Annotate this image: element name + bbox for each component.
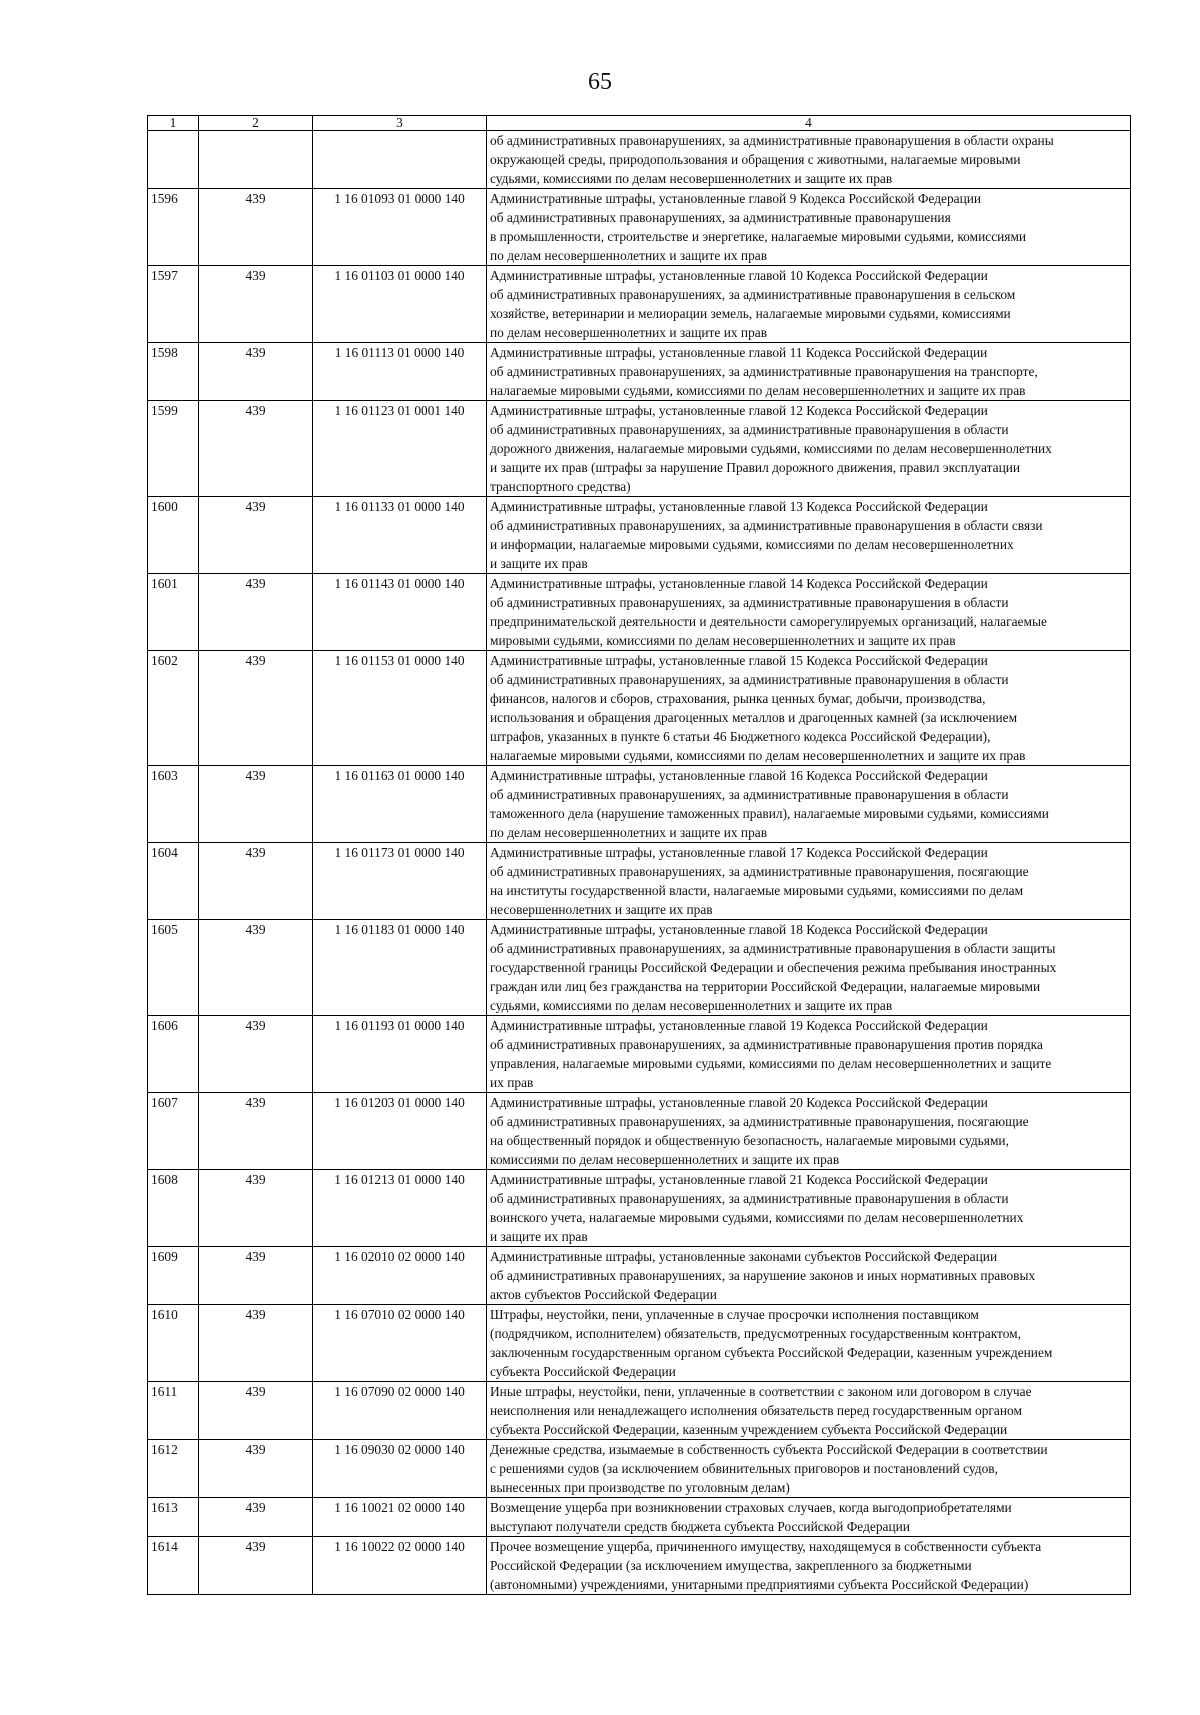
- budget-code-cell: 1 16 10022 02 0000 140: [313, 1537, 487, 1595]
- table-row: [148, 1382, 1131, 1440]
- description-cell: Возмещение ущерба при возникновении страховых случаев, когда выгодоприобретателями выступают получатели средств бюджета субъекта Российской Федерации: [487, 1498, 1131, 1537]
- table-row: [148, 1498, 1131, 1537]
- budget-code-cell: 1 16 01203 01 0000 140: [313, 1093, 487, 1170]
- budget-code-cell: 1 16 01123 01 0001 140: [313, 401, 487, 497]
- admin-code-cell: 439: [199, 189, 313, 266]
- table-row: [148, 401, 1131, 497]
- budget-code-cell: [313, 131, 487, 189]
- table-row: [148, 766, 1131, 843]
- row-number-cell: 1614: [148, 1537, 199, 1595]
- header-cell-4: 4: [487, 116, 1131, 131]
- budget-code-cell: 1 16 01093 01 0000 140: [313, 189, 487, 266]
- header-cell-1: 1: [148, 116, 199, 131]
- admin-code-cell: 439: [199, 1093, 313, 1170]
- admin-code-cell: 439: [199, 1305, 313, 1382]
- description-cell: Административные штрафы, установленные главой 13 Кодекса Российской Федерации об административных правонарушениях, за административные правонарушения в области связи и информации, налагаемые мировыми судьями, комиссиями по делам несовершеннолетних и защите их прав: [487, 497, 1131, 574]
- table-row: [148, 1440, 1131, 1498]
- table-row: [148, 920, 1131, 1016]
- admin-code-cell: 439: [199, 343, 313, 401]
- row-number-cell: 1600: [148, 497, 199, 574]
- header-cell-3: 3: [313, 116, 487, 131]
- table-row: [148, 574, 1131, 651]
- description-cell: Административные штрафы, установленные законами субъектов Российской Федерации об административных правонарушениях, за нарушение законов и иных нормативных правовых актов субъектов Российской Федерации: [487, 1247, 1131, 1305]
- row-number-cell: 1605: [148, 920, 199, 1016]
- admin-code-cell: 439: [199, 1537, 313, 1595]
- budget-classification-table: [147, 115, 1131, 1595]
- row-number-cell: 1596: [148, 189, 199, 266]
- table-row: [148, 497, 1131, 574]
- budget-code-cell: 1 16 09030 02 0000 140: [313, 1440, 487, 1498]
- table-row: [148, 1247, 1131, 1305]
- budget-code-cell: 1 16 01153 01 0000 140: [313, 651, 487, 766]
- row-number-cell: 1609: [148, 1247, 199, 1305]
- admin-code-cell: 439: [199, 1016, 313, 1093]
- header-cell-2: 2: [199, 116, 313, 131]
- budget-code-cell: 1 16 01193 01 0000 140: [313, 1016, 487, 1093]
- row-number-cell: 1602: [148, 651, 199, 766]
- page-number: 65: [588, 69, 612, 95]
- admin-code-cell: 439: [199, 651, 313, 766]
- table-row: [148, 1537, 1131, 1595]
- row-number-cell: 1603: [148, 766, 199, 843]
- row-number-cell: 1606: [148, 1016, 199, 1093]
- budget-code-cell: 1 16 10021 02 0000 140: [313, 1498, 487, 1537]
- admin-code-cell: [199, 131, 313, 189]
- row-number-cell: 1597: [148, 266, 199, 343]
- table-row: [148, 189, 1131, 266]
- table-row: [148, 1305, 1131, 1382]
- admin-code-cell: 439: [199, 1247, 313, 1305]
- table-row: [148, 266, 1131, 343]
- description-cell: об административных правонарушениях, за административные правонарушения в области охраны окружающей среды, природопользования и обращения с животными, налагаемые мировыми судьями, комиссиями по делам несовершеннолетних и защите их прав: [487, 131, 1131, 189]
- description-cell: Административные штрафы, установленные главой 10 Кодекса Российской Федерации об административных правонарушениях, за административные правонарушения в сельском хозяйстве, ветеринарии и мелиорации земель, налагаемые мировыми судьями, комиссиями по делам несовершеннолетних и защите их прав: [487, 266, 1131, 343]
- row-number-cell: 1612: [148, 1440, 199, 1498]
- row-number-cell: 1613: [148, 1498, 199, 1537]
- admin-code-cell: 439: [199, 1440, 313, 1498]
- admin-code-cell: 439: [199, 1382, 313, 1440]
- admin-code-cell: 439: [199, 574, 313, 651]
- budget-code-cell: 1 16 07090 02 0000 140: [313, 1382, 487, 1440]
- budget-code-cell: 1 16 01103 01 0000 140: [313, 266, 487, 343]
- description-cell: Административные штрафы, установленные главой 17 Кодекса Российской Федерации об административных правонарушениях, за административные правонарушения, посягающие на институты государственной власти, налагаемые мировыми судьями, комиссиями по делам несовершеннолетних и защите их прав: [487, 843, 1131, 920]
- row-number-cell: 1608: [148, 1170, 199, 1247]
- budget-code-cell: 1 16 01143 01 0000 140: [313, 574, 487, 651]
- table-row: [148, 1170, 1131, 1247]
- description-cell: Административные штрафы, установленные главой 14 Кодекса Российской Федерации об административных правонарушениях, за административные правонарушения в области предпринимательской деятельности и деятельности саморегулируемых организаций, налагаемые мировыми судьями, комиссиями по делам несовершеннолетних и защите их прав: [487, 574, 1131, 651]
- admin-code-cell: 439: [199, 843, 313, 920]
- row-number-cell: 1599: [148, 401, 199, 497]
- budget-code-cell: 1 16 01133 01 0000 140: [313, 497, 487, 574]
- budget-code-cell: 1 16 01113 01 0000 140: [313, 343, 487, 401]
- admin-code-cell: 439: [199, 266, 313, 343]
- table-row: [148, 343, 1131, 401]
- description-cell: Административные штрафы, установленные главой 19 Кодекса Российской Федерации об административных правонарушениях, за административные правонарушения против порядка управления, налагаемые мировыми судьями, комиссиями по делам несовершеннолетних и защите их прав: [487, 1016, 1131, 1093]
- description-cell: Денежные средства, изымаемые в собственность субъекта Российской Федерации в соответствии с решениями судов (за исключением обвинительных приговоров и постановлений судов, вынесенных при производстве по уголовным делам): [487, 1440, 1131, 1498]
- budget-code-cell: 1 16 01163 01 0000 140: [313, 766, 487, 843]
- budget-code-cell: 1 16 01173 01 0000 140: [313, 843, 487, 920]
- admin-code-cell: 439: [199, 1498, 313, 1537]
- description-cell: Прочее возмещение ущерба, причиненного имуществу, находящемуся в собственности субъекта Российской Федерации (за исключением имущества, закрепленного за бюджетными (автономными) учреждениями, унитарными предприятиями субъекта Российской Федерации): [487, 1537, 1131, 1595]
- row-number-cell: 1610: [148, 1305, 199, 1382]
- description-cell: Иные штрафы, неустойки, пени, уплаченные в соответствии с законом или договором в случае неисполнения или ненадлежащего исполнения обязательств перед государственным органом субъекта Российской Федерации, казенным учреждением субъекта Российской Федерации: [487, 1382, 1131, 1440]
- budget-code-cell: 1 16 07010 02 0000 140: [313, 1305, 487, 1382]
- admin-code-cell: 439: [199, 920, 313, 1016]
- description-cell: Административные штрафы, установленные главой 16 Кодекса Российской Федерации об административных правонарушениях, за административные правонарушения в области таможенного дела (нарушение таможенных правил), налагаемые мировыми судьями, комиссиями по делам несовершеннолетних и защите их прав: [487, 766, 1131, 843]
- row-number-cell: 1601: [148, 574, 199, 651]
- budget-code-cell: 1 16 02010 02 0000 140: [313, 1247, 487, 1305]
- admin-code-cell: 439: [199, 401, 313, 497]
- row-number-cell: 1604: [148, 843, 199, 920]
- description-cell: Административные штрафы, установленные главой 18 Кодекса Российской Федерации об административных правонарушениях, за административные правонарушения в области защиты государственной границы Российской Федерации и обеспечения режима пребывания иностранных граждан или лиц без гражданства на территории Российской Федерации, налагаемые мировыми судьями, комиссиями по делам несовершеннолетних и защите их прав: [487, 920, 1131, 1016]
- description-cell: Штрафы, неустойки, пени, уплаченные в случае просрочки исполнения поставщиком (подрядчиком, исполнителем) обязательств, предусмотренных государственным контрактом, заключенным государственным органом субъекта Российской Федерации, казенным учреждением субъекта Российской Федерации: [487, 1305, 1131, 1382]
- table-header-row: [148, 116, 1131, 131]
- row-number-cell: 1598: [148, 343, 199, 401]
- budget-code-cell: 1 16 01183 01 0000 140: [313, 920, 487, 1016]
- admin-code-cell: 439: [199, 766, 313, 843]
- admin-code-cell: 439: [199, 497, 313, 574]
- table-row: [148, 843, 1131, 920]
- description-cell: Административные штрафы, установленные главой 9 Кодекса Российской Федерации об административных правонарушениях, за административные правонарушения в промышленности, строительстве и энергетике, налагаемые мировыми судьями, комиссиями по делам несовершеннолетних и защите их прав: [487, 189, 1131, 266]
- row-number-cell: 1607: [148, 1093, 199, 1170]
- budget-code-cell: 1 16 01213 01 0000 140: [313, 1170, 487, 1247]
- table-row: [148, 651, 1131, 766]
- admin-code-cell: 439: [199, 1170, 313, 1247]
- table-row: [148, 1016, 1131, 1093]
- table-row-continuation: [148, 131, 1131, 189]
- row-number-cell: 1611: [148, 1382, 199, 1440]
- table-row: [148, 1093, 1131, 1170]
- row-number-cell: [148, 131, 199, 189]
- description-cell: Административные штрафы, установленные главой 12 Кодекса Российской Федерации об административных правонарушениях, за административные правонарушения в области дорожного движения, налагаемые мировыми судьями, комиссиями по делам несовершеннолетних и защите их прав (штрафы за нарушение Правил дорожного движения, правил эксплуатации транспортного средства): [487, 401, 1131, 497]
- description-cell: Административные штрафы, установленные главой 20 Кодекса Российской Федерации об административных правонарушениях, за административные правонарушения, посягающие на общественный порядок и общественную безопасность, налагаемые мировыми судьями, комиссиями по делам несовершеннолетних и защите их прав: [487, 1093, 1131, 1170]
- description-cell: Административные штрафы, установленные главой 15 Кодекса Российской Федерации об административных правонарушениях, за административные правонарушения в области финансов, налогов и сборов, страхования, рынка ценных бумаг, добычи, производства, использования и обращения драгоценных металлов и драгоценных камней (за исключением штрафов, указанных в пункте 6 статьи 46 Бюджетного кодекса Российской Федерации), налагаемые мировыми судьями, комиссиями по делам несовершеннолетних и защите их прав: [487, 651, 1131, 766]
- description-cell: Административные штрафы, установленные главой 21 Кодекса Российской Федерации об административных правонарушениях, за административные правонарушения в области воинского учета, налагаемые мировыми судьями, комиссиями по делам несовершеннолетних и защите их прав: [487, 1170, 1131, 1247]
- description-cell: Административные штрафы, установленные главой 11 Кодекса Российской Федерации об административных правонарушениях, за административные правонарушения на транспорте, налагаемые мировыми судьями, комиссиями по делам несовершеннолетних и защите их прав: [487, 343, 1131, 401]
